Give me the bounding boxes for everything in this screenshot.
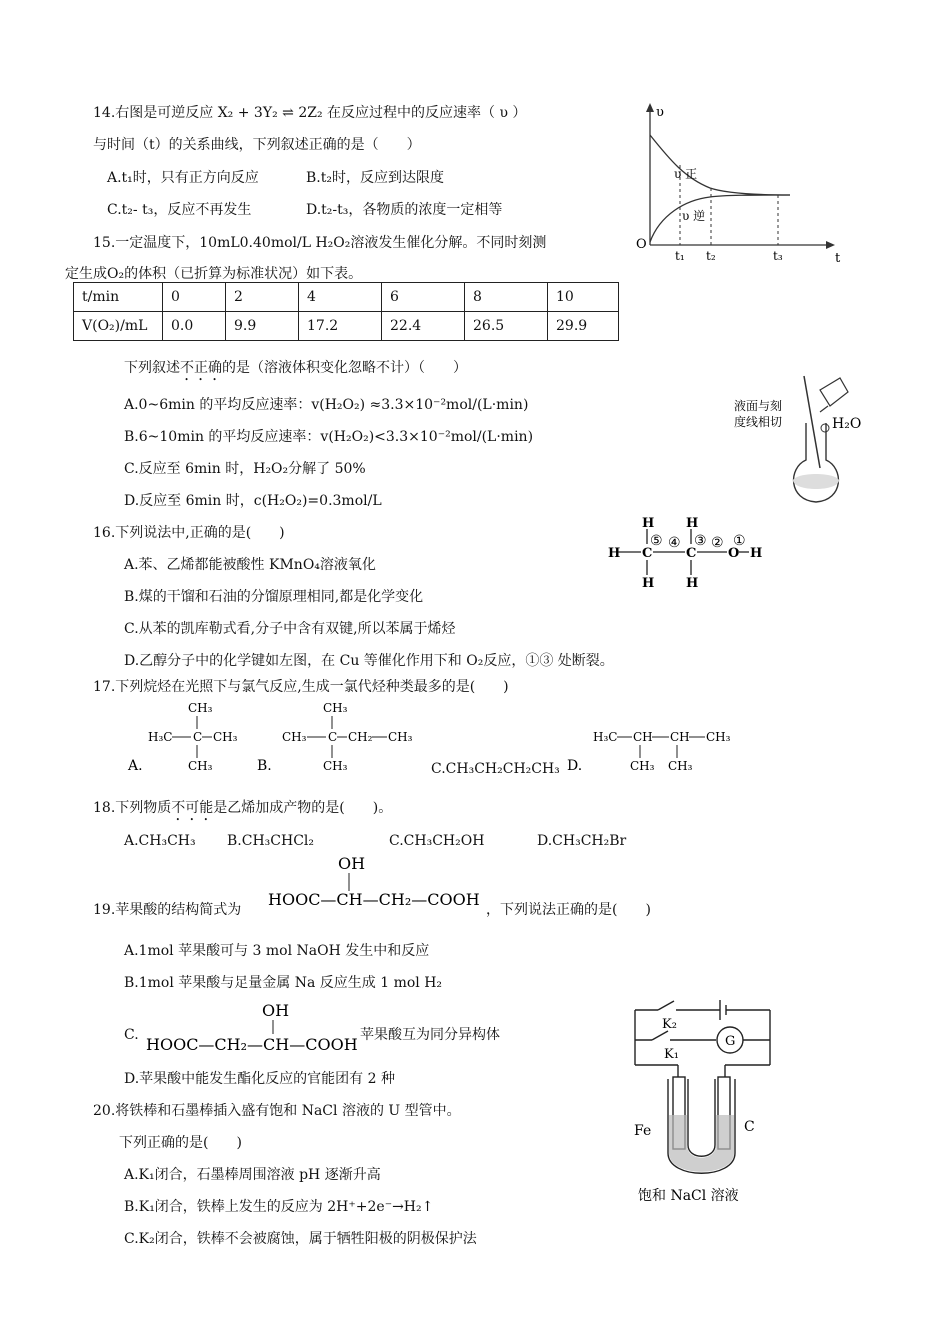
q20-stem: 20.将铁棒和石墨棒插入盛有饱和 NaCl 溶液的 U 型管中。 (93, 1103, 461, 1119)
q17-stem: 17.下列烷烃在光照下与氯气反应,生成一氯代烃种类最多的是( ) (93, 679, 509, 695)
svg-text:C: C (642, 546, 653, 561)
svg-text:CH₃: CH₃ (282, 730, 307, 744)
q18-option-d: D.CH₃CH₂Br (537, 833, 627, 849)
electrolysis-circuit-diagram (630, 995, 780, 1205)
volumetric-flask-diagram (728, 368, 868, 508)
table-cell: 4 (299, 283, 382, 312)
svg-text:H: H (642, 516, 655, 531)
svg-text:④: ④ (668, 535, 681, 551)
graph-origin: O (636, 237, 647, 252)
q14-option-c: C.t₂- t₃，反应不再发生 (107, 202, 252, 218)
q14-line2: 与时间（t）的关系曲线，下列叙述正确的是（ ） (93, 137, 421, 153)
svg-text:饱和 NaCl 溶液: 饱和 NaCl 溶液 (638, 1188, 739, 1204)
svg-text:O: O (728, 546, 740, 561)
q15-option-a: A.0~6min 的平均反应速率：v(H₂O₂) ≈3.3×10⁻²mol/(L·min) (124, 397, 529, 413)
graph-t1: t₁ (675, 249, 685, 263)
table-cell: 10 (548, 283, 619, 312)
svg-text:⑤: ⑤ (650, 533, 663, 549)
q16-option-b: B.煤的干馏和石油的分馏原理相同,都是化学变化 (124, 589, 424, 605)
svg-text:H₃C: H₃C (593, 730, 618, 744)
table-row (74, 283, 619, 312)
svg-text:D.: D. (567, 758, 583, 774)
q19-option-b: B.1mol 苹果酸与足量金属 Na 反应生成 1 mol H₂ (124, 975, 443, 991)
svg-text:CH: CH (633, 730, 653, 744)
table-cell: 9.9 (226, 312, 299, 341)
q19-option-c-label: C. (124, 1027, 139, 1043)
graph-reverse-label: υ 逆 (682, 209, 706, 223)
svg-text:K₂: K₂ (662, 1017, 677, 1032)
q19-stem-a: 19.苹果酸的结构简式为 (93, 902, 242, 918)
q15-stem-b: 的是（溶液体积变化忽略不计）（ ） (222, 360, 467, 376)
table-cell: 29.9 (548, 312, 619, 341)
q18-option-c: C.CH₃CH₂OH (389, 833, 485, 849)
svg-text:HOOC—CH₂—CH—COOH: HOOC—CH₂—CH—COOH (146, 1035, 358, 1054)
svg-text:CH₃: CH₃ (668, 759, 693, 773)
q18-stem-a: 18.下列物质 (93, 800, 172, 816)
svg-text:CH₃: CH₃ (706, 730, 731, 744)
q19-option-c-formula (144, 1000, 359, 1060)
q14-option-a: A.t₁时，只有正方向反应 (107, 170, 259, 186)
svg-text:CH₃: CH₃ (188, 701, 213, 715)
svg-text:H: H (608, 546, 621, 561)
svg-text:H₃C: H₃C (148, 730, 173, 744)
q20-option-b: B.K₁闭合，铁棒上发生的反应为 2H⁺+2e⁻→H₂↑ (124, 1199, 434, 1215)
svg-text:CH₃: CH₃ (323, 701, 348, 715)
q20-option-c: C.K₂闭合，铁棒不会被腐蚀，属于牺牲阳极的阴极保护法 (124, 1231, 477, 1247)
q15-stem-emphasis: 不正确 (180, 360, 222, 376)
q19-stem-b: ，下列说法正确的是( ) (486, 902, 651, 918)
q15-line2: 定生成O₂的体积（已折算为标准状况）如下表。 (65, 266, 363, 282)
svg-text:C: C (686, 546, 697, 561)
q20-option-a: A.K₁闭合，石墨棒周围溶液 pH 逐渐升高 (124, 1167, 381, 1183)
table-cell: 0.0 (163, 312, 226, 341)
table-cell: 17.2 (299, 312, 382, 341)
q19-option-d: D.苹果酸中能发生酯化反应的官能团有 2 种 (124, 1071, 395, 1087)
svg-text:CH₂: CH₂ (348, 730, 373, 744)
svg-text:CH₃: CH₃ (188, 759, 213, 773)
svg-text:H: H (750, 546, 763, 561)
table-row (74, 312, 619, 341)
q18-stem-emphasis: 不可能 (171, 800, 214, 816)
svg-text:H: H (686, 516, 699, 531)
svg-text:CH₃: CH₃ (213, 730, 238, 744)
q19-option-c-text: 苹果酸互为同分异构体 (360, 1027, 500, 1043)
q18-stem (93, 798, 392, 824)
svg-text:H: H (686, 576, 699, 591)
q16-option-a: A.苯、乙烯都能被酸性 KMnO₄溶液氧化 (124, 557, 376, 573)
q16-option-c: C.从苯的凯库勒式看,分子中含有双键,所以苯属于烯烃 (124, 621, 456, 637)
q20-sub: 下列正确的是( ) (119, 1135, 242, 1151)
q15-option-c: C.反应至 6min 时，H₂O₂分解了 50% (124, 461, 366, 477)
table-cell: 8 (465, 283, 548, 312)
graph-t2: t₂ (706, 249, 716, 263)
svg-text:③: ③ (694, 533, 707, 549)
q18-stem-b: 是乙烯加成产物的是( )。 (213, 800, 393, 816)
table-cell: 22.4 (382, 312, 465, 341)
svg-text:CH₃: CH₃ (630, 759, 655, 773)
svg-text:OH: OH (262, 1001, 290, 1020)
svg-text:C: C (328, 730, 338, 744)
ethanol-bond-diagram (606, 515, 766, 590)
svg-text:②: ② (711, 535, 724, 551)
q17-option-c: C.CH₃CH₂CH₂CH₃ (431, 761, 560, 777)
graph-t3: t₃ (773, 249, 783, 263)
q16-stem: 16.下列说法中,正确的是( ) (93, 525, 285, 541)
rate-time-graph (630, 100, 850, 270)
svg-text:OH: OH (338, 854, 366, 873)
flask-water-label: H₂O (832, 416, 862, 432)
q18-option-b: B.CH₃CHCl₂ (227, 833, 314, 849)
svg-text:CH₃: CH₃ (388, 730, 413, 744)
o2-volume-table (73, 282, 619, 341)
q16-option-d: D.乙醇分子中的化学键如左图，在 Cu 等催化作用下和 O₂反应，①③ 处断裂。 (124, 653, 614, 669)
q15-option-d: D.反应至 6min 时，c(H₂O₂)=0.3mol/L (124, 493, 382, 509)
q15-line1: 15.一定温度下，10mL0.40mol/L H₂O₂溶液发生催化分解。不同时刻测 (93, 235, 547, 251)
svg-text:CH₃: CH₃ (323, 759, 348, 773)
table-cell: 2 (226, 283, 299, 312)
q15-stem (124, 358, 467, 384)
graph-xlabel: t (835, 251, 841, 266)
table-cell: V(O₂)/mL (74, 312, 163, 341)
q14-line1: 14.右图是可逆反应 X₂ + 3Y₂ ⇌ 2Z₂ 在反应过程中的反应速率（ υ ） (93, 105, 527, 121)
flask-label-line2: 度线相切 (734, 415, 783, 429)
q14-option-d: D.t₂-t₃，各物质的浓度一定相等 (306, 202, 503, 218)
flask-label-line1: 液面与刻 (734, 399, 783, 413)
svg-text:B.: B. (257, 758, 272, 774)
graph-forward-label: υ 正 (674, 167, 698, 181)
q14-option-b: B.t₂时，反应到达限度 (306, 170, 444, 186)
malic-acid-formula (266, 853, 486, 918)
graph-ylabel: υ (656, 105, 664, 120)
svg-text:CH: CH (670, 730, 690, 744)
svg-text:H: H (642, 576, 655, 591)
svg-text:C: C (744, 1119, 755, 1135)
svg-text:A.: A. (128, 758, 143, 774)
table-cell: t/min (74, 283, 163, 312)
table-cell: 26.5 (465, 312, 548, 341)
table-cell: 0 (163, 283, 226, 312)
q19-option-a: A.1mol 苹果酸可与 3 mol NaOH 发生中和反应 (124, 943, 430, 959)
svg-text:①: ① (733, 533, 746, 549)
svg-text:HOOC—CH—CH₂—COOH: HOOC—CH—CH₂—COOH (268, 890, 480, 909)
svg-text:Fe: Fe (634, 1123, 652, 1139)
q15-stem-a: 下列叙述 (124, 360, 180, 376)
table-cell: 6 (382, 283, 465, 312)
svg-text:C: C (193, 730, 203, 744)
q15-option-b: B.6~10min 的平均反应速率：v(H₂O₂)<3.3×10⁻²mol/(L·min) (124, 429, 534, 445)
svg-text:K₁: K₁ (664, 1047, 679, 1062)
q18-option-a: A.CH₃CH₃ (124, 833, 196, 849)
svg-text:G: G (725, 1034, 736, 1049)
